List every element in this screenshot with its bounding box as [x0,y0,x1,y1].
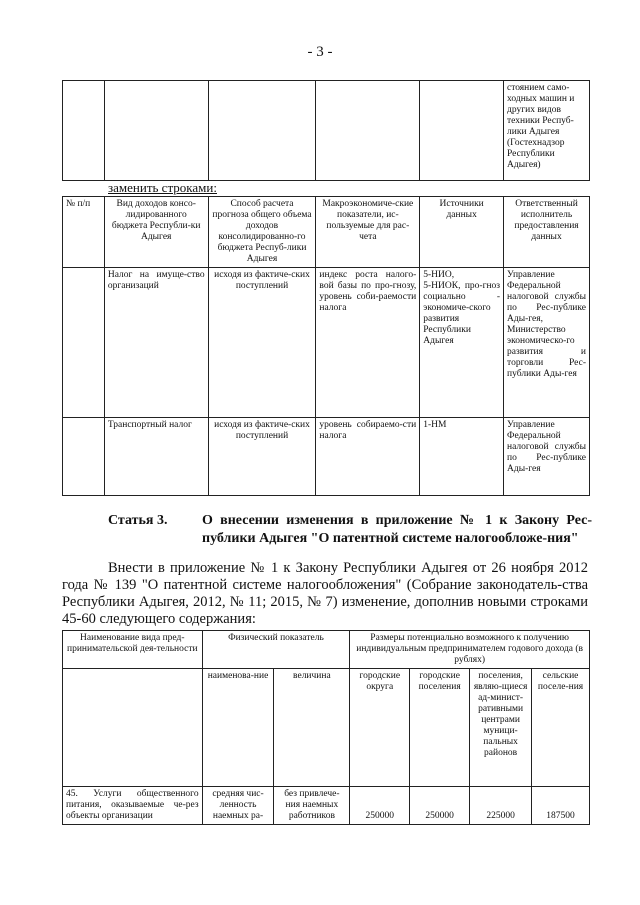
header-cell: Наименование вида пред-принимательской дея-тельности [63,631,203,669]
header-cell: поселения, являю-щиеся ад-минист-ративными центрами муници-пальных районов [470,669,532,787]
table-cell [63,669,203,787]
replace-instruction: заменить строками: [108,180,217,195]
table-cell [63,418,105,496]
table-cell: Транспортный налог [104,418,208,496]
table-cell [63,268,105,418]
table-cell: уровень собираемо-сти налога [316,418,420,496]
table-cell: 250000 [410,787,470,825]
table-row [63,787,590,825]
table-cell: исходя из фактиче-ских поступлений [208,268,316,418]
header-cell: № п/п [63,197,105,268]
responsible-cell: стоянием само- ходных машин и других видов техники Респуб- лики Адыгея (Гостехнадзор Республики Адыгея) [504,81,590,181]
table-cell: индекс роста налого-вой базы по про-гнозу, уровень соби-раемости налога [316,268,420,418]
table-cell: без привлече-ния наемных работников [274,787,350,825]
table-cell: средняя чис-ленность наемных ра- [202,787,274,825]
table-cell: 250000 [350,787,410,825]
header-cell: величина [274,669,350,787]
table-header-row [63,631,590,669]
table-cell: 5-НИО, 5-НИОК, про-гноз социально - экономиче-ского развития Республики Адыгея [420,268,504,418]
table-subheader-row [63,669,590,787]
table-cell: Налог на имуще-ство организаций [104,268,208,418]
header-cell: Размеры потенциально возможного к получению индивидуальным предпринимателем годового дохода (в рублях) [350,631,590,669]
header-cell: Физический показатель [202,631,350,669]
header-cell: Источники данных [420,197,504,268]
header-cell: городские округа [350,669,410,787]
patent-table [62,630,590,825]
table-header-row [63,197,590,268]
table-cell: 1-НМ [420,418,504,496]
table-cell: 45. Услуги общественного питания, оказываемые че-рез объекты организации [63,787,203,825]
header-cell: Способ расчета прогноза общего объема доходов консолидированно-го бюджета Респуб-лики Адыгея [208,197,316,268]
header-cell: Ответственный исполнитель предоставления данных [504,197,590,268]
table-cell [208,81,316,181]
table-row [63,268,590,418]
table-cell [63,81,105,181]
page-number: - 3 - [307,44,333,60]
header-cell: сельские поселе-ния [532,669,590,787]
header-cell: городские поселения [410,669,470,787]
body-paragraph: Внести в приложение № 1 к Закону Республики Адыгея от 26 ноября 2012 года № 139 "О патентной системе налогообложения" (Собрание законодатель-ства Республики Адыгея, 2012, № 11; 2015, № 7) изменение, дополнив новыми строками 45-60 следующего содержания: [62,560,588,627]
table-cell: 225000 [470,787,532,825]
table-cell: исходя из фактиче-ских поступлений [208,418,316,496]
top-table-fragment [62,80,590,181]
table-cell: Управление Федеральной налоговой службы по Рес-публике Ады-гея, Министерство экономическо-го развития и торговли Рес-публики Ады-гея [504,268,590,418]
header-cell: наименова-ние [202,669,274,787]
table-cell: 187500 [532,787,590,825]
table-cell [104,81,208,181]
article-title: О внесении изменения в приложение № 1 к Закону Рес-публики Адыгея "О патентной системе налогообложе-ния" [202,513,592,546]
article-label: Статья 3. [108,513,168,528]
revenue-table [62,196,590,496]
table-row [63,418,590,496]
header-cell: Макроэкономиче-ские показатели, ис-пользуемые для рас-чета [316,197,420,268]
table-cell [316,81,420,181]
header-cell: Вид доходов консо-лидированного бюджета Республи-ки Адыгея [104,197,208,268]
table-cell [420,81,504,181]
table-cell: Управление Федеральной налоговой службы по Рес-публике Ады-гея [504,418,590,496]
